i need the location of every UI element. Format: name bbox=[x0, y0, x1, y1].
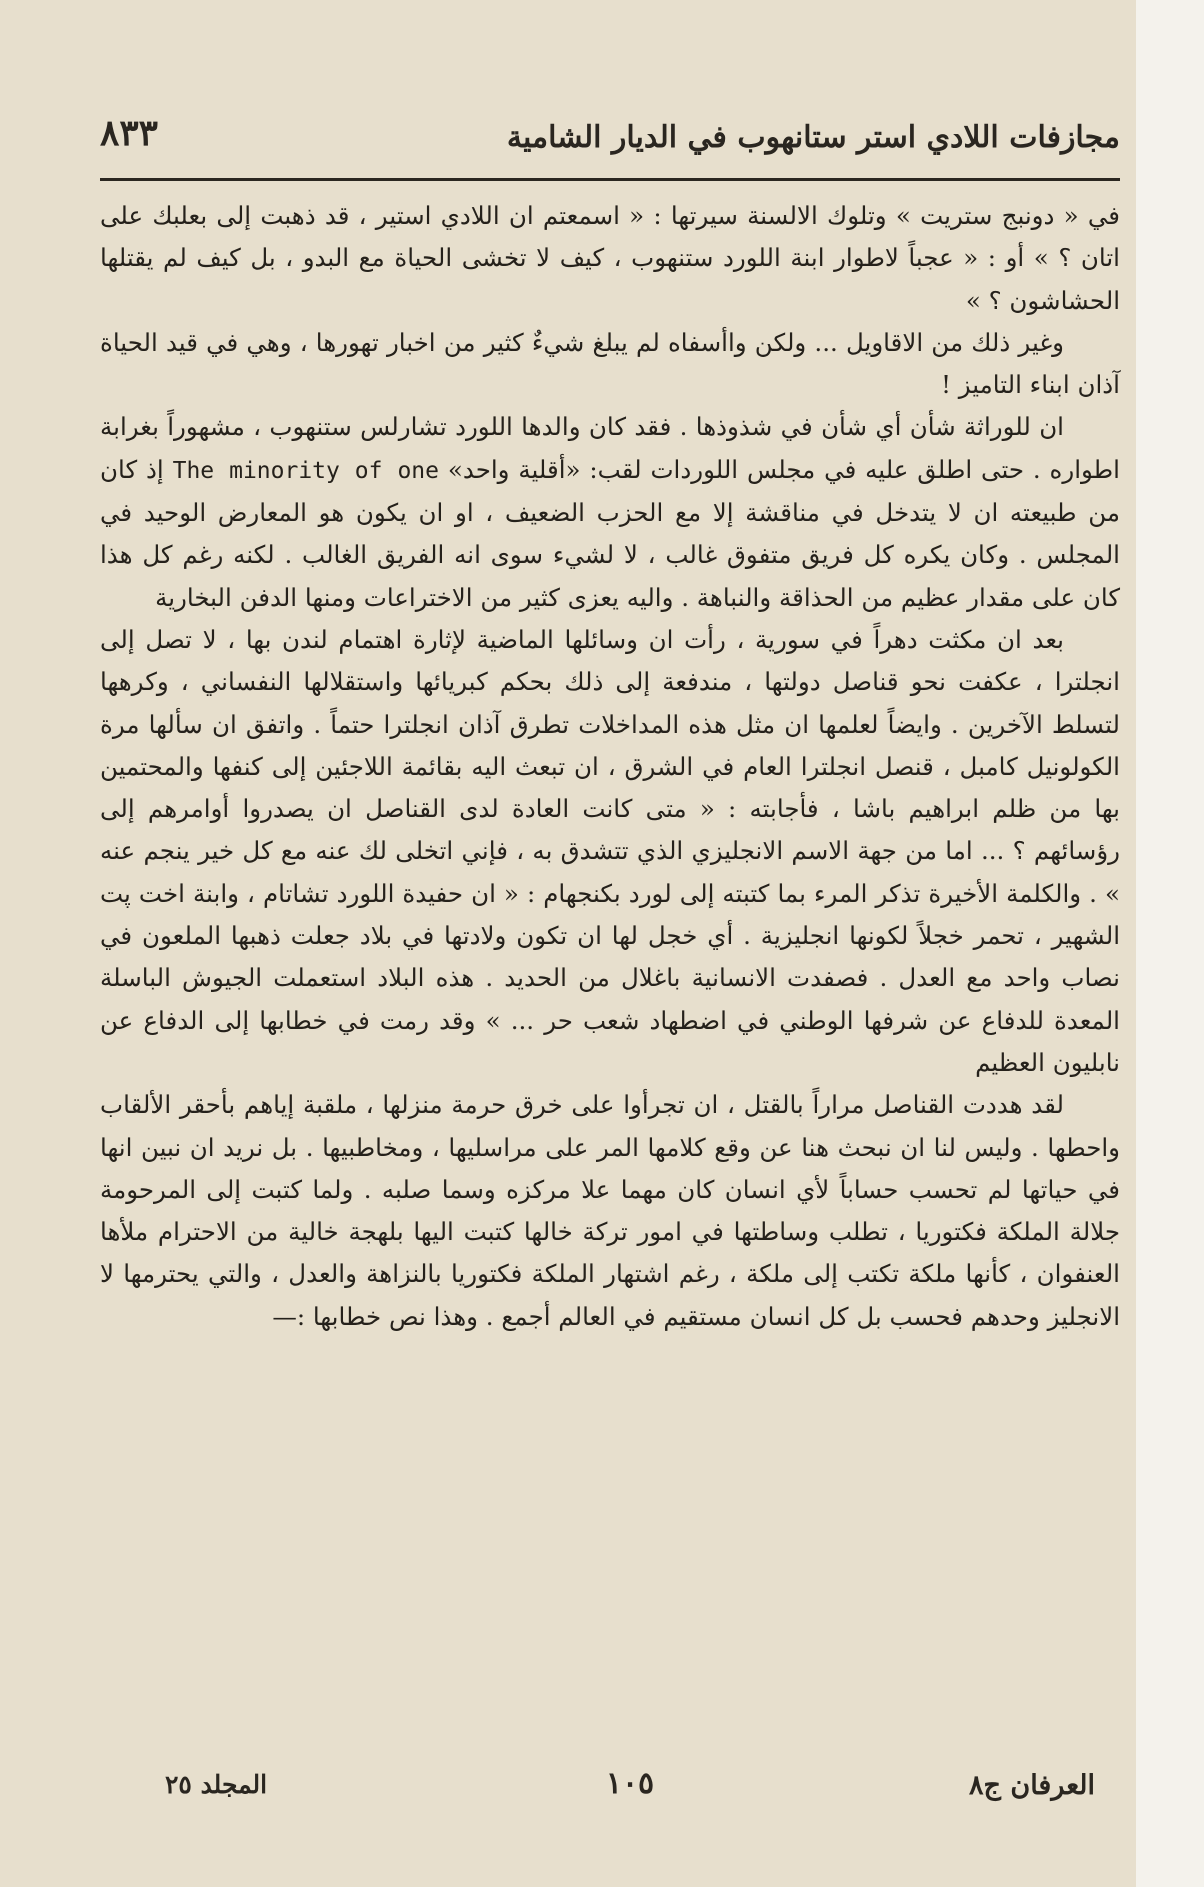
paragraph-text-before-latin: ان للوراثة شأن أي شأن في شذوذها . فقد كان والدها اللورد تشارلس ستنهوب ، مشهوراً بغرابة اطواره . حتى اطلق عليه في مجلس اللوردات لقب: «أقلية واحد» bbox=[100, 412, 1120, 484]
article-body bbox=[100, 195, 1120, 1745]
page-footer bbox=[165, 1766, 1095, 1814]
paragraph bbox=[100, 406, 1120, 618]
paragraph: في « دونبج ستريت » وتلوك الالسنة سيرتها : « اسمعتم ان اللادي استير ، قد ذهبت إلى بعلبك على اتان ؟ » أو : « عجباً لاطوار ابنة اللورد ستنهوب ، كيف لا تخشى الحياة مع البدو ، بل كيف لم يقتلها الحشاشون ؟ » bbox=[100, 201, 1120, 315]
paragraph: وغير ذلك من الاقاويل ... ولكن واأسفاه لم يبلغ شيءٌ كثير من اخبار تهورها ، وهي في قيد الحياة آذان ابناء التاميز ! bbox=[100, 327, 1120, 400]
running-title: مجازفات اللادي استر ستانهوب في الديار الشامية bbox=[506, 120, 1120, 155]
page-number: ٨٣٣ bbox=[100, 112, 159, 154]
paragraph: لقد هددت القناصل مراراً بالقتل ، ان تجرأوا على خرق حرمة منزلها ، ملقبة إياهم بأحقر الألقاب واحطها . وليس لنا ان نبحث هنا عن وقع كلامها المر على مراسليها ، ومخاطبيها . بل نريد ان نبين انها في حياتها لم تحسب حساباً لأي انسان كان مهما علا مركزه وسما صلبه . ولما كتبت إلى المرحومة جلالة الملكة فكتوريا ، تطلب وساطتها في امور تركة خالها كتبت اليها بلهجة خالية من الاحترام ملأها العنفوان ، كأنها ملكة تكتب إلى ملكة ، رغم اشتهار الملكة فكتوريا بالنزاهة والعدل ، والتي يحترمها لا الانجليز وحدهم فحسب بل كل انسان مستقيم في العالم أجمع . وهذا نص خطابها :— bbox=[100, 1090, 1120, 1331]
header-rule bbox=[100, 178, 1120, 181]
footer-signature: ١٠٥ bbox=[605, 1766, 655, 1801]
paragraph: بعد ان مكثت دهراً في سورية ، رأت ان وسائلها الماضية لإثارة اهتمام لندن بها ، لا تصل إلى انجلترا ، عكفت نحو قناصل دولتها ، مندفعة إلى ذلك بحكم كبريائها واستقلالها النفساني ، وكرهها لتسلط الآخرين . وايضاً لعلمها ان مثل هذه المداخلات تطرق آذان انجلترا حتماً . واتفق ان سألها مرة الكولونيل كامبل ، قنصل انجلترا العام في الشرق ، ان تبعث اليه بقائمة اللاجئين إلى كنفها والمحتمين بها من ظلم ابراهيم باشا ، فأجابته : « متى كانت العادة لدى القناصل ان يصدروا أوامرهم إلى رؤسائهم ؟ ... اما من جهة الاسم الانجليزي الذي تتشدق به ، فإني اتخلى لك عنه مع كل خير ينجم عنه » . والكلمة الأخيرة تذكر المرء بما كتبته إلى لورد بكنجهام : « ان حفيدة اللورد تشاتام ، وابنة اخت پت الشهير ، تحمر خجلاً لكونها انجليزية . أي خجل لها ان تكون ولادتها في بلاد جعلت ذهبها الملعون في نصاب واحد مع العدل . فصفدت الانسانية باغلال من الحديد . هذه البلاد استعملت الجيوش الباسلة المعدة للدفاع عن شرفها الوطني في اضطهاد شعب حر ... » وقد رمت في خطابها إلى الدفاع عن نابليون العظيم bbox=[100, 624, 1120, 1077]
scan-margin bbox=[1136, 0, 1204, 1887]
latin-phrase: The minority of one bbox=[172, 457, 439, 484]
paragraph-text-after-latin: إذ كان من طبيعته ان لا يتدخل في مناقشة إلا مع الحزب الضعيف ، او ان يكون هو المعارض الوحيد في المجلس . وكان يكره كل فريق متفوق غالب ، لا لشيء سوى انه الفريق الغالب . لكنه رغم كل هذا كان على مقدار عظيم من الحذاقة والنباهة . واليه يعزى كثير من الاختراعات ومنها الدفن البخارية bbox=[100, 454, 1120, 612]
footer-journal: العرفان ج٨ bbox=[969, 1770, 1095, 1801]
footer-volume: المجلد ٢٥ bbox=[165, 1770, 268, 1799]
page-header bbox=[100, 110, 1120, 174]
